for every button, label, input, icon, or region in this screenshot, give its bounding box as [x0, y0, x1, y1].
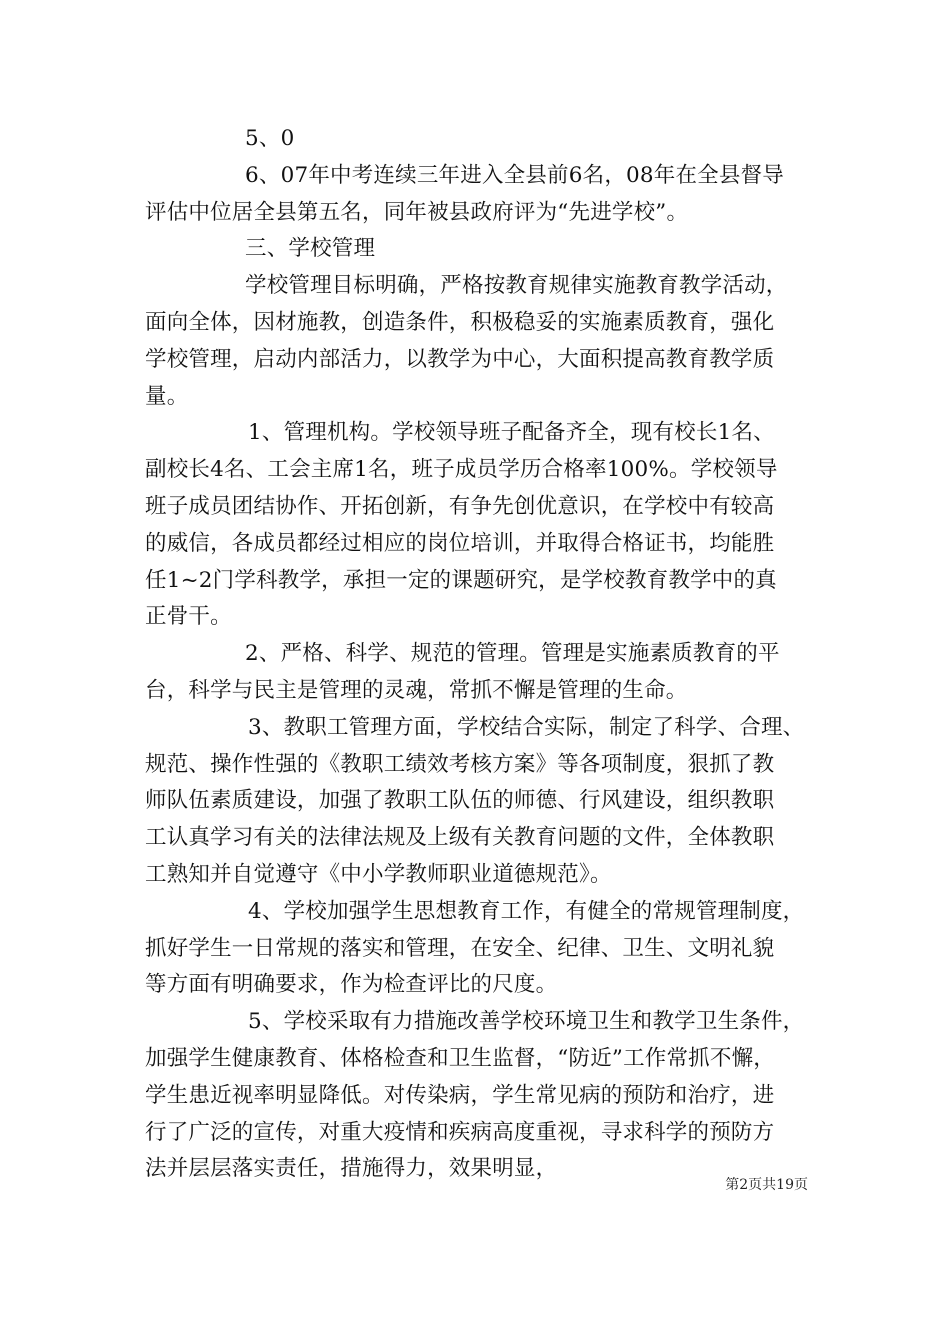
text-line: 行了广泛的宣传，对重大疫情和疾病高度重视，寻求科学的预防方	[145, 1119, 775, 1145]
text-line: 台，科学与民主是管理的灵魂，常抓不懈是管理的生命。	[145, 677, 688, 703]
text-line: 三、学校管理	[245, 236, 376, 262]
text-line: 3、教职工管理方面，学校结合实际，制定了科学、合理、	[248, 714, 805, 740]
text-line: 评估中位居全县第五名，同年被县政府评为“先进学校”。	[145, 199, 689, 225]
text-line: 加强学生健康教育、体格检查和卫生监督，“防近”工作常抓不懈，	[145, 1045, 775, 1071]
text-line: 4、学校加强学生思想教育工作，有健全的常规管理制度，	[248, 898, 805, 924]
text-line: 正骨干。	[145, 604, 232, 630]
text-line: 等方面有明确要求，作为检查评比的尺度。	[145, 972, 558, 998]
text-line: 班子成员团结协作、开拓创新，有争先创优意识，在学校中有较高	[145, 493, 775, 519]
text-line: 1、管理机构。学校领导班子配备齐全，现有校长1名、	[248, 420, 775, 446]
text-line: 任1~2门学科教学，承担一定的课题研究，是学校教育教学中的真	[145, 567, 777, 593]
text-line: 抓好学生一日常规的落实和管理，在安全、纪律、卫生、文明礼貌	[145, 935, 775, 961]
text-line: 学校管理，启动内部活力，以教学为中心，大面积提高教育教学质	[145, 346, 775, 372]
text-line: 2、严格、科学、规范的管理。管理是实施素质教育的平	[245, 641, 780, 667]
document-body	[145, 121, 815, 1188]
text-line: 6、07年中考连续三年进入全县前6名，08年在全县督导	[245, 162, 784, 188]
text-line: 工熟知并自觉遵守《中小学教师职业道德规范》。	[145, 861, 612, 887]
text-line: 工认真学习有关的法律法规及上级有关教育问题的文件，全体教职	[145, 825, 775, 851]
page-number-footer: 第2页共19页	[725, 1177, 808, 1193]
text-line: 学校管理目标明确，严格按教育规律实施教育教学活动，	[245, 273, 788, 299]
text-line: 的威信，各成员都经过相应的岗位培训，并取得合格证书，均能胜	[145, 530, 775, 556]
text-line: 规范、操作性强的《教职工绩效考核方案》等各项制度，狠抓了教	[145, 751, 775, 777]
text-line: 量。	[145, 383, 189, 409]
text-line: 学生患近视率明显降低。对传染病，学生常见病的预防和治疗，进	[145, 1082, 775, 1108]
text-line: 5、学校采取有力措施改善学校环境卫生和教学卫生条件，	[248, 1009, 805, 1035]
text-line: 师队伍素质建设，加强了教职工队伍的师德、行风建设，组织教职	[145, 788, 775, 814]
text-line: 副校长4名、工会主席1名，班子成员学历合格率100%。学校领导	[145, 457, 778, 483]
text-line: 5、0	[245, 126, 295, 151]
text-line: 面向全体，因材施教，创造条件，积极稳妥的实施素质教育，强化	[145, 309, 775, 335]
text-line: 法并层层落实责任，措施得力，效果明显，	[145, 1156, 558, 1182]
